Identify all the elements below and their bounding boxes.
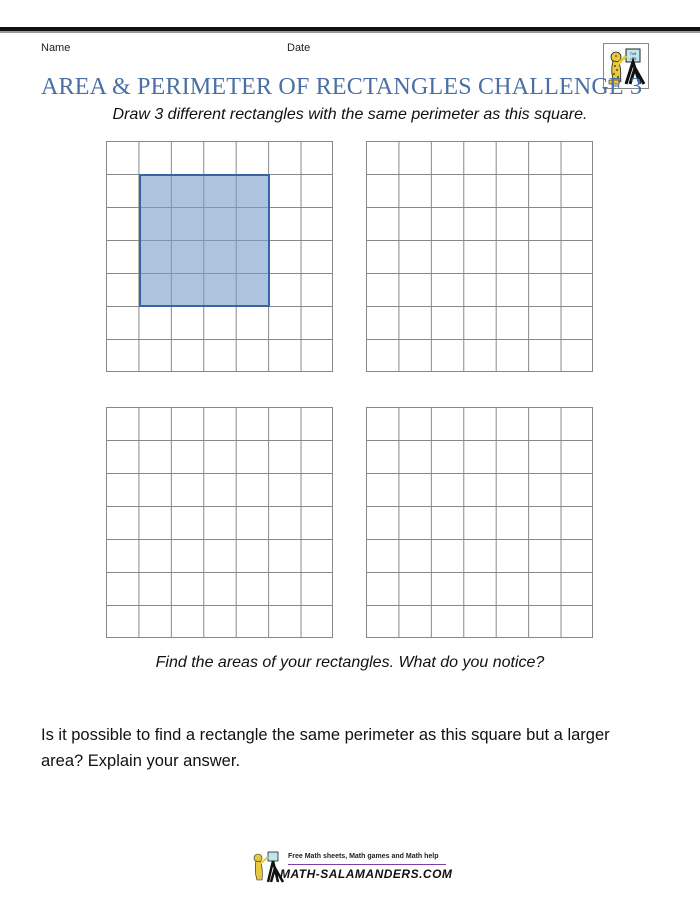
footer-logo[interactable] (250, 850, 453, 884)
grid-1[interactable] (106, 141, 333, 372)
footer-tagline: Free Math sheets, Math games and Math help (288, 853, 439, 860)
shaded-square (139, 174, 270, 307)
page-title: AREA & PERIMETER OF RECTANGLES CHALLENGE 3 (41, 74, 643, 100)
svg-text:=35: =35 (629, 56, 637, 61)
footer-site-link[interactable]: MATH-SALAMANDERS.COM (280, 867, 453, 881)
question-line-2: area? Explain your answer. (41, 752, 241, 770)
question-line-1: Is it possible to find a rectangle the same perimeter as this square but a larger (41, 726, 610, 744)
grid-4[interactable] (366, 407, 593, 638)
grid-3[interactable] (106, 407, 333, 638)
date-label: Date (287, 42, 311, 54)
grid-2[interactable] (366, 141, 593, 372)
svg-text:7x5: 7x5 (629, 51, 637, 56)
footer-divider (288, 864, 446, 865)
draw-instruction: Draw 3 different rectangles with the same perimeter as this square. (112, 106, 588, 123)
name-label: Name (41, 42, 71, 54)
find-areas-instruction: Find the areas of your rectangles. What do you notice? (155, 654, 545, 671)
top-rule-shadow (0, 31, 700, 33)
